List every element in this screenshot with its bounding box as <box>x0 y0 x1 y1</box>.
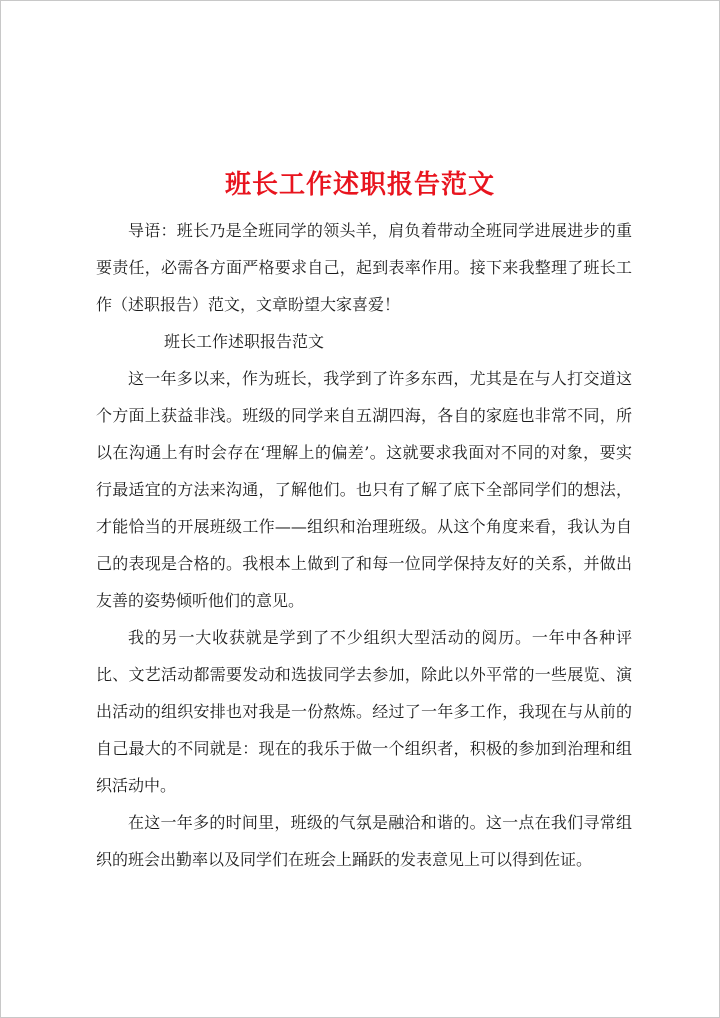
body-paragraph: 在这一年多的时间里，班级的气氛是融洽和谐的。这一点在我们寻常组织的班会出勤率以及同学们在班会上踊跃的发表意见上可以得到佐证。 <box>96 813 632 869</box>
intro-paragraph: 导语：班长乃是全班同学的领头羊，肩负着带动全班同学进展进步的重要责任，必需各方面严格要求自己，起到表率作用。接下来我整理了班长工作（述职报告）范文，文章盼望大家喜爱！ <box>96 221 632 314</box>
document-title: 班长工作述职报告范文 <box>224 170 495 201</box>
body-paragraph: 我的另一大收获就是学到了不少组织大型活动的阅历。一年中各种评比、文艺活动都需要发动和选拔同学去参加，除此以外平常的一些展览、演出活动的组织安排也对我是一份熬炼。经过了一年多工作，我现在与从前的自己最大的不同就是：现在的我乐于做一个组织者，积极的参加到治理和组织活动中。 <box>96 628 632 795</box>
body-paragraph: 这一年多以来，作为班长，我学到了许多东西，尤其是在与人打交道这个方面上获益非浅。班级的同学来自五湖四海，各自的家庭也非常不同，所以在沟通上有时会存在‘理解上的偏差’。这就要求我面对不同的对象，要实行最适宜的方法来沟通，了解他们。也只有了解了底下全部同学们的想法，才能恰当的开展班级工作——组织和治理班级。从这个角度来看，我认为自己的表现是合格的。我根本上做到了和每一位同学保持友好的关系，并做出友善的姿势倾听他们的意见。 <box>96 369 632 610</box>
section-subheading: 班长工作述职报告范文 <box>164 332 325 351</box>
document-body <box>96 212 632 878</box>
